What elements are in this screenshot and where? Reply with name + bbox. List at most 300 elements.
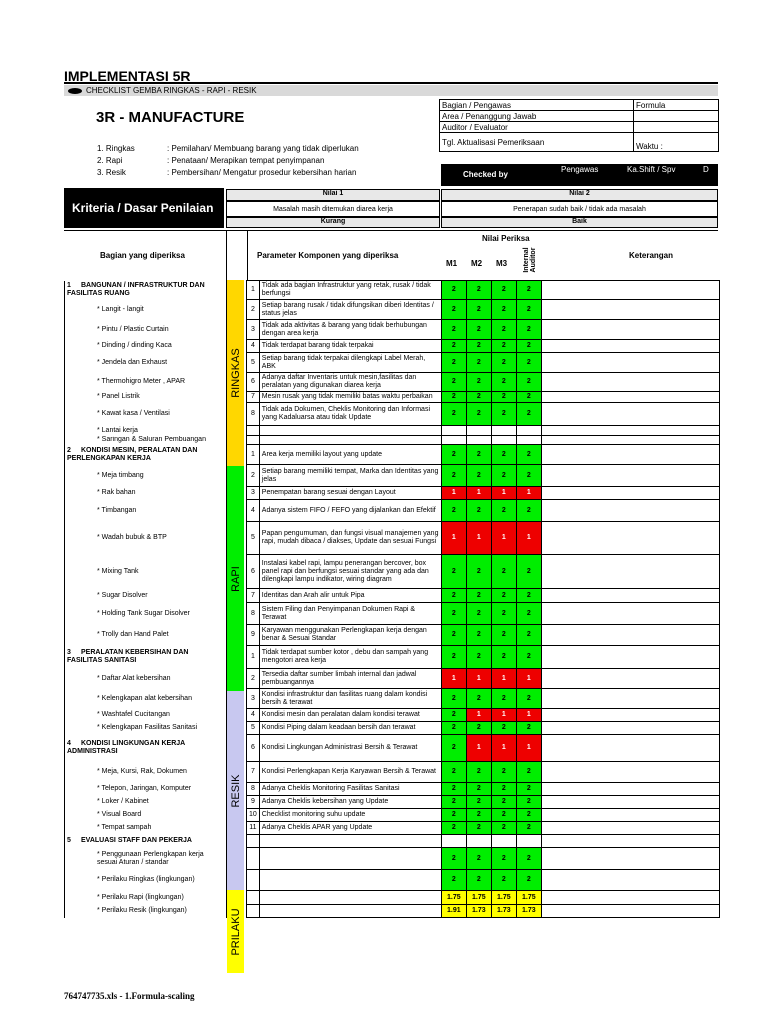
col-keterangan: Keterangan (629, 251, 674, 260)
score-cell[interactable]: 1 (491, 522, 516, 555)
score-cell[interactable]: 2 (491, 848, 516, 870)
parameter-number: 9 (247, 625, 260, 646)
keterangan-cell[interactable] (541, 709, 719, 722)
keterangan-cell[interactable] (541, 522, 719, 555)
inspected-item: * Pintu / Plastic Curtain (97, 325, 169, 333)
category-rapi: RAPI (227, 466, 244, 691)
score-cell[interactable]: 2 (491, 340, 516, 353)
parameter-text: Mesin rusak yang tidak memiliki batas waktu perbaikan (259, 392, 441, 403)
inspected-item: * Daftar Alat kebersihan (97, 674, 171, 682)
parameter-text: Setiap barang rusak / tidak difungsikan diberi Identitas / status jelas (259, 300, 441, 320)
keterangan-cell[interactable] (541, 445, 719, 465)
score-cell[interactable]: 1 (441, 487, 466, 500)
parameter-text: Sistem Filing dan Penyimpanan Dokumen Rapi & Terawat (259, 603, 441, 625)
score-cell[interactable]: 2 (466, 809, 491, 822)
parameter-number: 1 (247, 281, 260, 300)
inspected-item: * Meja, Kursi, Rak, Dokumen (97, 768, 187, 775)
score-cell[interactable]: 1.75 (466, 891, 491, 905)
parameter-number: 6 (247, 373, 260, 392)
info-table (439, 99, 719, 152)
main-title: 3R - MANUFACTURE (96, 109, 245, 126)
score-cell[interactable]: 2 (491, 392, 516, 403)
checklist-row (65, 709, 720, 722)
keterangan-cell[interactable] (541, 426, 719, 436)
score-cell[interactable]: 1 (466, 709, 491, 722)
keterangan-cell[interactable] (541, 589, 719, 603)
score-cell[interactable] (516, 426, 541, 436)
score-cell[interactable]: 2 (441, 709, 466, 722)
section-number: 2 (67, 446, 71, 454)
inspected-item: * Telepon, Jaringan, Komputer (97, 785, 192, 792)
inspected-item: * Rak bahan (97, 489, 136, 496)
section-title: KONDISI MESIN, PERALATAN DAN PERLENGKAPAN KERJA (67, 446, 198, 462)
score-cell[interactable] (491, 426, 516, 436)
col-m2: M2 (471, 259, 483, 268)
inspected-item: * Kawat kasa / Ventilasi (97, 410, 170, 417)
parameter-text: Kondisi Perlengkapan Kerja Karyawan Bersih & Terawat (259, 762, 441, 783)
keterangan-cell[interactable] (541, 646, 719, 669)
inspected-item: * Langit - langit (97, 305, 144, 313)
score-cell[interactable]: 2 (516, 689, 541, 709)
parameter-number: 3 (247, 689, 260, 709)
score-cell[interactable]: 2 (441, 822, 466, 835)
score-cell[interactable]: 2 (516, 646, 541, 669)
parameter-text: Instalasi kabel rapi, lampu penerangan bercover, box panel rapi dan berfungsi sesuai standar yang ada dan dilengkapi lampu indikator, wiring diagram (259, 555, 441, 589)
score-cell[interactable]: 2 (491, 589, 516, 603)
score-cell[interactable]: 2 (466, 465, 491, 487)
score-cell[interactable]: 2 (516, 822, 541, 835)
checklist-row (65, 809, 720, 822)
score-cell[interactable]: 2 (441, 373, 466, 392)
score-cell[interactable]: 2 (466, 783, 491, 796)
score-cell[interactable]: 2 (441, 603, 466, 625)
score-cell[interactable]: 2 (491, 500, 516, 522)
score-cell[interactable]: 2 (491, 689, 516, 709)
keterangan-cell[interactable] (541, 891, 719, 905)
waktu-label: Waktu : (634, 133, 719, 152)
keterangan-cell[interactable] (541, 300, 719, 320)
score-cell[interactable]: 1 (466, 669, 491, 689)
parameter-text (259, 905, 441, 918)
score-cell[interactable]: 1 (491, 669, 516, 689)
score-cell[interactable]: 2 (491, 870, 516, 891)
parameter-text: Checklist monitoring suhu update (259, 809, 441, 822)
keterangan-cell[interactable] (541, 735, 719, 762)
score-cell[interactable]: 2 (441, 392, 466, 403)
score-cell[interactable]: 2 (441, 589, 466, 603)
score-cell[interactable]: 1 (516, 669, 541, 689)
parameter-number: 8 (247, 603, 260, 625)
score-cell[interactable]: 2 (516, 603, 541, 625)
score-cell[interactable]: 1 (466, 522, 491, 555)
keterangan-cell[interactable] (541, 905, 719, 918)
checked-by-bar (441, 164, 718, 186)
score-cell[interactable]: 2 (491, 403, 516, 426)
inspected-item: * Mixing Tank (97, 567, 139, 575)
score-cell[interactable] (466, 436, 491, 445)
checklist-row (65, 392, 720, 403)
eye-icon (68, 88, 82, 94)
parameter-number: 2 (247, 669, 260, 689)
inspected-item: * Timbangan (97, 506, 137, 514)
score-cell[interactable]: 2 (466, 353, 491, 373)
score-cell[interactable]: 2 (441, 722, 466, 735)
checklist-row (65, 555, 720, 589)
score-cell[interactable]: 1 (516, 735, 541, 762)
score-cell[interactable]: 2 (516, 281, 541, 300)
keterangan-cell[interactable] (541, 320, 719, 340)
inspected-item: * Holding Tank Sugar Disolver (97, 609, 190, 617)
score-cell[interactable] (491, 835, 516, 848)
definitions (97, 143, 359, 179)
parameter-number: 10 (247, 809, 260, 822)
score-cell[interactable]: 2 (491, 281, 516, 300)
score-cell[interactable]: 2 (441, 281, 466, 300)
score-cell[interactable]: 2 (466, 340, 491, 353)
checklist-row (65, 796, 720, 809)
keterangan-cell[interactable] (541, 835, 719, 848)
nilai1-label: Nilai 1 (226, 189, 440, 201)
inspected-item: * Perilaku Ringkas (lingkungan) (97, 876, 195, 883)
score-cell[interactable]: 2 (466, 445, 491, 465)
keterangan-cell[interactable] (541, 625, 719, 646)
score-cell[interactable]: 2 (441, 735, 466, 762)
score-cell[interactable]: 1 (491, 735, 516, 762)
parameter-text: Adanya Cheklis Monitoring Fasilitas Sanitasi (259, 783, 441, 796)
definition-row (97, 167, 359, 179)
parameter-number: 3 (247, 487, 260, 500)
checklist-row (65, 445, 720, 465)
nilai1-word: Kurang (226, 217, 440, 228)
score-cell[interactable]: 2 (466, 722, 491, 735)
score-cell[interactable]: 2 (441, 555, 466, 589)
keterangan-cell[interactable] (541, 722, 719, 735)
auditor-value[interactable] (634, 122, 719, 133)
parameter-number: 7 (247, 762, 260, 783)
score-cell[interactable]: 1 (441, 669, 466, 689)
score-cell[interactable]: 2 (491, 353, 516, 373)
parameter-text (259, 848, 441, 870)
keterangan-cell[interactable] (541, 373, 719, 392)
keterangan-cell[interactable] (541, 848, 719, 870)
score-cell[interactable]: 2 (516, 373, 541, 392)
score-cell[interactable]: 2 (441, 689, 466, 709)
parameter-number: 4 (247, 709, 260, 722)
score-cell[interactable]: 2 (491, 555, 516, 589)
keterangan-cell[interactable] (541, 487, 719, 500)
checklist-row (65, 281, 720, 300)
keterangan-cell[interactable] (541, 403, 719, 426)
kashift-label: Ka.Shift / Spv (627, 165, 676, 174)
score-cell[interactable]: 2 (441, 445, 466, 465)
inspected-item: * Dinding / dinding Kaca (97, 342, 172, 349)
score-cell[interactable]: 2 (491, 445, 516, 465)
score-cell[interactable]: 2 (441, 500, 466, 522)
area-label: Area / Penanggung Jawab (440, 111, 634, 122)
inspected-item: * Jendela dan Exhaust (97, 358, 168, 366)
score-cell[interactable]: 2 (516, 465, 541, 487)
score-cell[interactable]: 2 (516, 783, 541, 796)
parameter-text: Papan pengumuman, dan fungsi visual manajemen yang rapi, mudah dibaca / diakses, Update dan sesuai Fungsi (259, 522, 441, 555)
score-cell[interactable]: 1 (516, 487, 541, 500)
score-cell[interactable]: 2 (441, 353, 466, 373)
parameter-number (247, 436, 260, 445)
subtitle-bar (64, 85, 718, 96)
checklist-row (65, 353, 720, 373)
keterangan-cell[interactable] (541, 281, 719, 300)
keterangan-cell[interactable] (541, 392, 719, 403)
parameter-text: Tidak ada Dokumen, Cheklis Monitoring dan Informasi yang Kadaluarsa atau tidak Update (259, 403, 441, 426)
tgl-label: Tgl. Aktualisasi Pemeriksaan (440, 133, 634, 152)
bagian-label: Bagian / Pengawas (440, 100, 634, 111)
score-cell[interactable]: 1 (466, 735, 491, 762)
section-number: 4 (67, 740, 71, 747)
score-cell[interactable]: 2 (466, 603, 491, 625)
score-cell[interactable] (491, 436, 516, 445)
score-cell[interactable]: 2 (516, 353, 541, 373)
parameter-number: 6 (247, 555, 260, 589)
score-cell[interactable]: 1 (516, 709, 541, 722)
score-cell[interactable]: 2 (466, 625, 491, 646)
subtitle: CHECKLIST GEMBA RINGKAS - RAPI - RESIK (86, 86, 257, 95)
score-cell[interactable]: 2 (516, 500, 541, 522)
score-cell[interactable]: 2 (466, 300, 491, 320)
score-cell[interactable]: 2 (516, 589, 541, 603)
checklist-row (65, 436, 720, 445)
inspected-item: * Washtafel Cucitangan (97, 711, 170, 718)
formula-label: Formula (634, 100, 719, 111)
keterangan-cell[interactable] (541, 500, 719, 522)
parameter-text: Kondisi infrastruktur dan fasilitas ruang dalam kondisi bersih & terawat (259, 689, 441, 709)
score-cell[interactable]: 1.73 (491, 905, 516, 918)
score-cell[interactable]: 2 (516, 555, 541, 589)
keterangan-cell[interactable] (541, 762, 719, 783)
score-cell[interactable]: 2 (441, 320, 466, 340)
col-m3: M3 (496, 259, 508, 268)
score-cell[interactable]: 2 (466, 822, 491, 835)
score-cell[interactable]: 2 (466, 689, 491, 709)
score-cell[interactable]: 2 (491, 465, 516, 487)
score-cell[interactable]: 2 (516, 392, 541, 403)
definition-key: 3. Resik (97, 168, 126, 177)
parameter-number: 8 (247, 403, 260, 426)
score-cell[interactable]: 2 (466, 796, 491, 809)
score-cell[interactable]: 2 (516, 300, 541, 320)
keterangan-cell[interactable] (541, 353, 719, 373)
score-cell[interactable]: 2 (466, 403, 491, 426)
score-cell[interactable]: 2 (441, 762, 466, 783)
parameter-text: Tidak ada aktivitas & barang yang tidak berhubungan dengan area kerja (259, 320, 441, 340)
checklist-row (65, 487, 720, 500)
score-cell[interactable]: 2 (516, 625, 541, 646)
score-cell[interactable]: 2 (516, 762, 541, 783)
checklist-row (65, 403, 720, 426)
score-cell[interactable]: 2 (491, 373, 516, 392)
column-header (64, 230, 718, 281)
inspected-item: * Meja timbang (97, 471, 144, 479)
score-cell[interactable]: 2 (441, 300, 466, 320)
score-cell[interactable]: 2 (491, 796, 516, 809)
area-value[interactable] (634, 111, 719, 122)
score-cell[interactable]: 1 (491, 487, 516, 500)
score-cell[interactable]: 2 (491, 320, 516, 340)
definition-row (97, 143, 359, 155)
score-cell[interactable] (441, 436, 466, 445)
score-cell[interactable]: 1.75 (441, 891, 466, 905)
parameter-text: Kondisi mesin dan peralatan dalam kondisi terawat (259, 709, 441, 722)
keterangan-cell[interactable] (541, 689, 719, 709)
score-cell[interactable] (466, 426, 491, 436)
checklist-row (65, 669, 720, 689)
score-cell[interactable]: 2 (466, 589, 491, 603)
checklist-row (65, 625, 720, 646)
parameter-text: Adanya Cheklis APAR yang Update (259, 822, 441, 835)
score-cell[interactable]: 2 (441, 783, 466, 796)
score-cell[interactable]: 2 (441, 465, 466, 487)
score-cell[interactable]: 2 (491, 646, 516, 669)
score-cell[interactable]: 2 (491, 762, 516, 783)
score-cell[interactable]: 2 (516, 403, 541, 426)
score-cell[interactable] (441, 426, 466, 436)
col-parameter: Parameter Komponen yang diperiksa (257, 251, 399, 260)
title-underline (64, 82, 718, 84)
inspected-item: * Penggunaan Perlengkapan kerja sesuai Aturan / standar (97, 850, 204, 866)
score-cell[interactable]: 1 (466, 487, 491, 500)
score-cell[interactable]: 2 (466, 373, 491, 392)
parameter-text: Identitas dan Arah alir untuk Pipa (259, 589, 441, 603)
keterangan-cell[interactable] (541, 809, 719, 822)
score-cell[interactable]: 2 (441, 340, 466, 353)
keterangan-cell[interactable] (541, 796, 719, 809)
checklist-row (65, 522, 720, 555)
score-cell[interactable]: 1.91 (441, 905, 466, 918)
keterangan-cell[interactable] (541, 555, 719, 589)
checklist-row (65, 689, 720, 709)
inspected-item: * Visual Board (97, 811, 142, 818)
score-cell[interactable]: 2 (516, 796, 541, 809)
page-title: IMPLEMENTASI 5R (64, 68, 191, 84)
auditor-label: Auditor / Evaluator (440, 122, 634, 133)
inspected-item: * Panel Listrik (97, 393, 140, 400)
inspected-item: * Wadah bubuk & BTP (97, 534, 167, 541)
inspected-item: * Perilaku Rapi (lingkungan) (97, 893, 184, 901)
score-cell[interactable]: 2 (466, 500, 491, 522)
parameter-number: 9 (247, 796, 260, 809)
parameter-number (247, 891, 260, 905)
keterangan-cell[interactable] (541, 822, 719, 835)
score-cell[interactable]: 2 (441, 809, 466, 822)
inspected-item: * Perilaku Resik (lingkungan) (97, 907, 187, 914)
score-cell[interactable]: 2 (466, 870, 491, 891)
score-cell[interactable]: 2 (491, 625, 516, 646)
keterangan-cell[interactable] (541, 465, 719, 487)
score-cell[interactable]: 2 (491, 809, 516, 822)
score-cell[interactable]: 2 (516, 848, 541, 870)
score-cell[interactable]: 2 (441, 870, 466, 891)
d-label: D (703, 165, 709, 174)
pengawas-label: Pengawas (561, 165, 599, 174)
nilai2-word: Baik (441, 217, 718, 228)
score-cell[interactable]: 2 (491, 603, 516, 625)
score-cell[interactable]: 1.73 (466, 905, 491, 918)
parameter-number: 4 (247, 500, 260, 522)
parameter-number: 5 (247, 353, 260, 373)
score-cell[interactable] (516, 436, 541, 445)
inspected-item: * Saringan & Saluran Pembuangan (97, 436, 206, 443)
score-cell[interactable]: 2 (441, 848, 466, 870)
checklist-row (65, 735, 720, 762)
score-cell[interactable]: 2 (466, 320, 491, 340)
score-cell[interactable]: 2 (491, 783, 516, 796)
keterangan-cell[interactable] (541, 870, 719, 891)
score-cell[interactable] (441, 835, 466, 848)
checklist-row (65, 822, 720, 835)
score-cell[interactable]: 1.73 (516, 905, 541, 918)
score-cell[interactable]: 2 (466, 555, 491, 589)
parameter-number: 11 (247, 822, 260, 835)
score-cell[interactable]: 2 (441, 646, 466, 669)
section-title: PERALATAN KEBERSIHAN DAN FASILITAS SANITASI (67, 649, 189, 664)
keterangan-cell[interactable] (541, 340, 719, 353)
score-cell[interactable]: 1 (516, 522, 541, 555)
score-cell[interactable]: 1.75 (516, 891, 541, 905)
keterangan-cell[interactable] (541, 603, 719, 625)
score-cell[interactable]: 2 (441, 403, 466, 426)
score-cell[interactable]: 2 (516, 870, 541, 891)
score-cell[interactable]: 2 (491, 300, 516, 320)
definition-value: : Pemilahan/ Membuang barang yang tidak diperlukan (167, 144, 359, 153)
checklist-row (65, 340, 720, 353)
parameter-number (247, 848, 260, 870)
score-cell[interactable]: 2 (441, 625, 466, 646)
parameter-text (259, 436, 441, 445)
parameter-number: 6 (247, 735, 260, 762)
score-cell[interactable]: 2 (466, 392, 491, 403)
score-cell[interactable] (466, 835, 491, 848)
keterangan-cell[interactable] (541, 436, 719, 445)
parameter-text (259, 835, 441, 848)
checklist-row (65, 603, 720, 625)
parameter-text: Adanya sistem FIFO / FEFO yang dijalankan dan Efektif (259, 500, 441, 522)
parameter-number: 1 (247, 646, 260, 669)
checklist-row (65, 500, 720, 522)
inspected-item: * Lantai kerja (97, 426, 138, 434)
parameter-text: Adanya Cheklis kebersihan yang Update (259, 796, 441, 809)
score-cell[interactable]: 2 (516, 340, 541, 353)
score-cell[interactable]: 2 (491, 822, 516, 835)
keterangan-cell[interactable] (541, 669, 719, 689)
score-cell[interactable]: 1 (491, 709, 516, 722)
score-cell[interactable]: 2 (441, 796, 466, 809)
score-cell[interactable]: 2 (516, 722, 541, 735)
parameter-number: 5 (247, 722, 260, 735)
score-cell[interactable] (516, 835, 541, 848)
score-cell[interactable]: 2 (516, 320, 541, 340)
score-cell[interactable]: 2 (516, 809, 541, 822)
parameter-number (247, 426, 260, 436)
score-cell[interactable]: 2 (466, 848, 491, 870)
score-cell[interactable]: 2 (466, 762, 491, 783)
score-cell[interactable]: 2 (466, 646, 491, 669)
score-cell[interactable]: 1.75 (491, 891, 516, 905)
score-cell[interactable]: 1 (441, 522, 466, 555)
score-cell[interactable]: 2 (491, 722, 516, 735)
score-cell[interactable]: 2 (516, 445, 541, 465)
keterangan-cell[interactable] (541, 783, 719, 796)
checklist-row (65, 905, 720, 918)
parameter-number (247, 905, 260, 918)
score-cell[interactable]: 2 (466, 281, 491, 300)
